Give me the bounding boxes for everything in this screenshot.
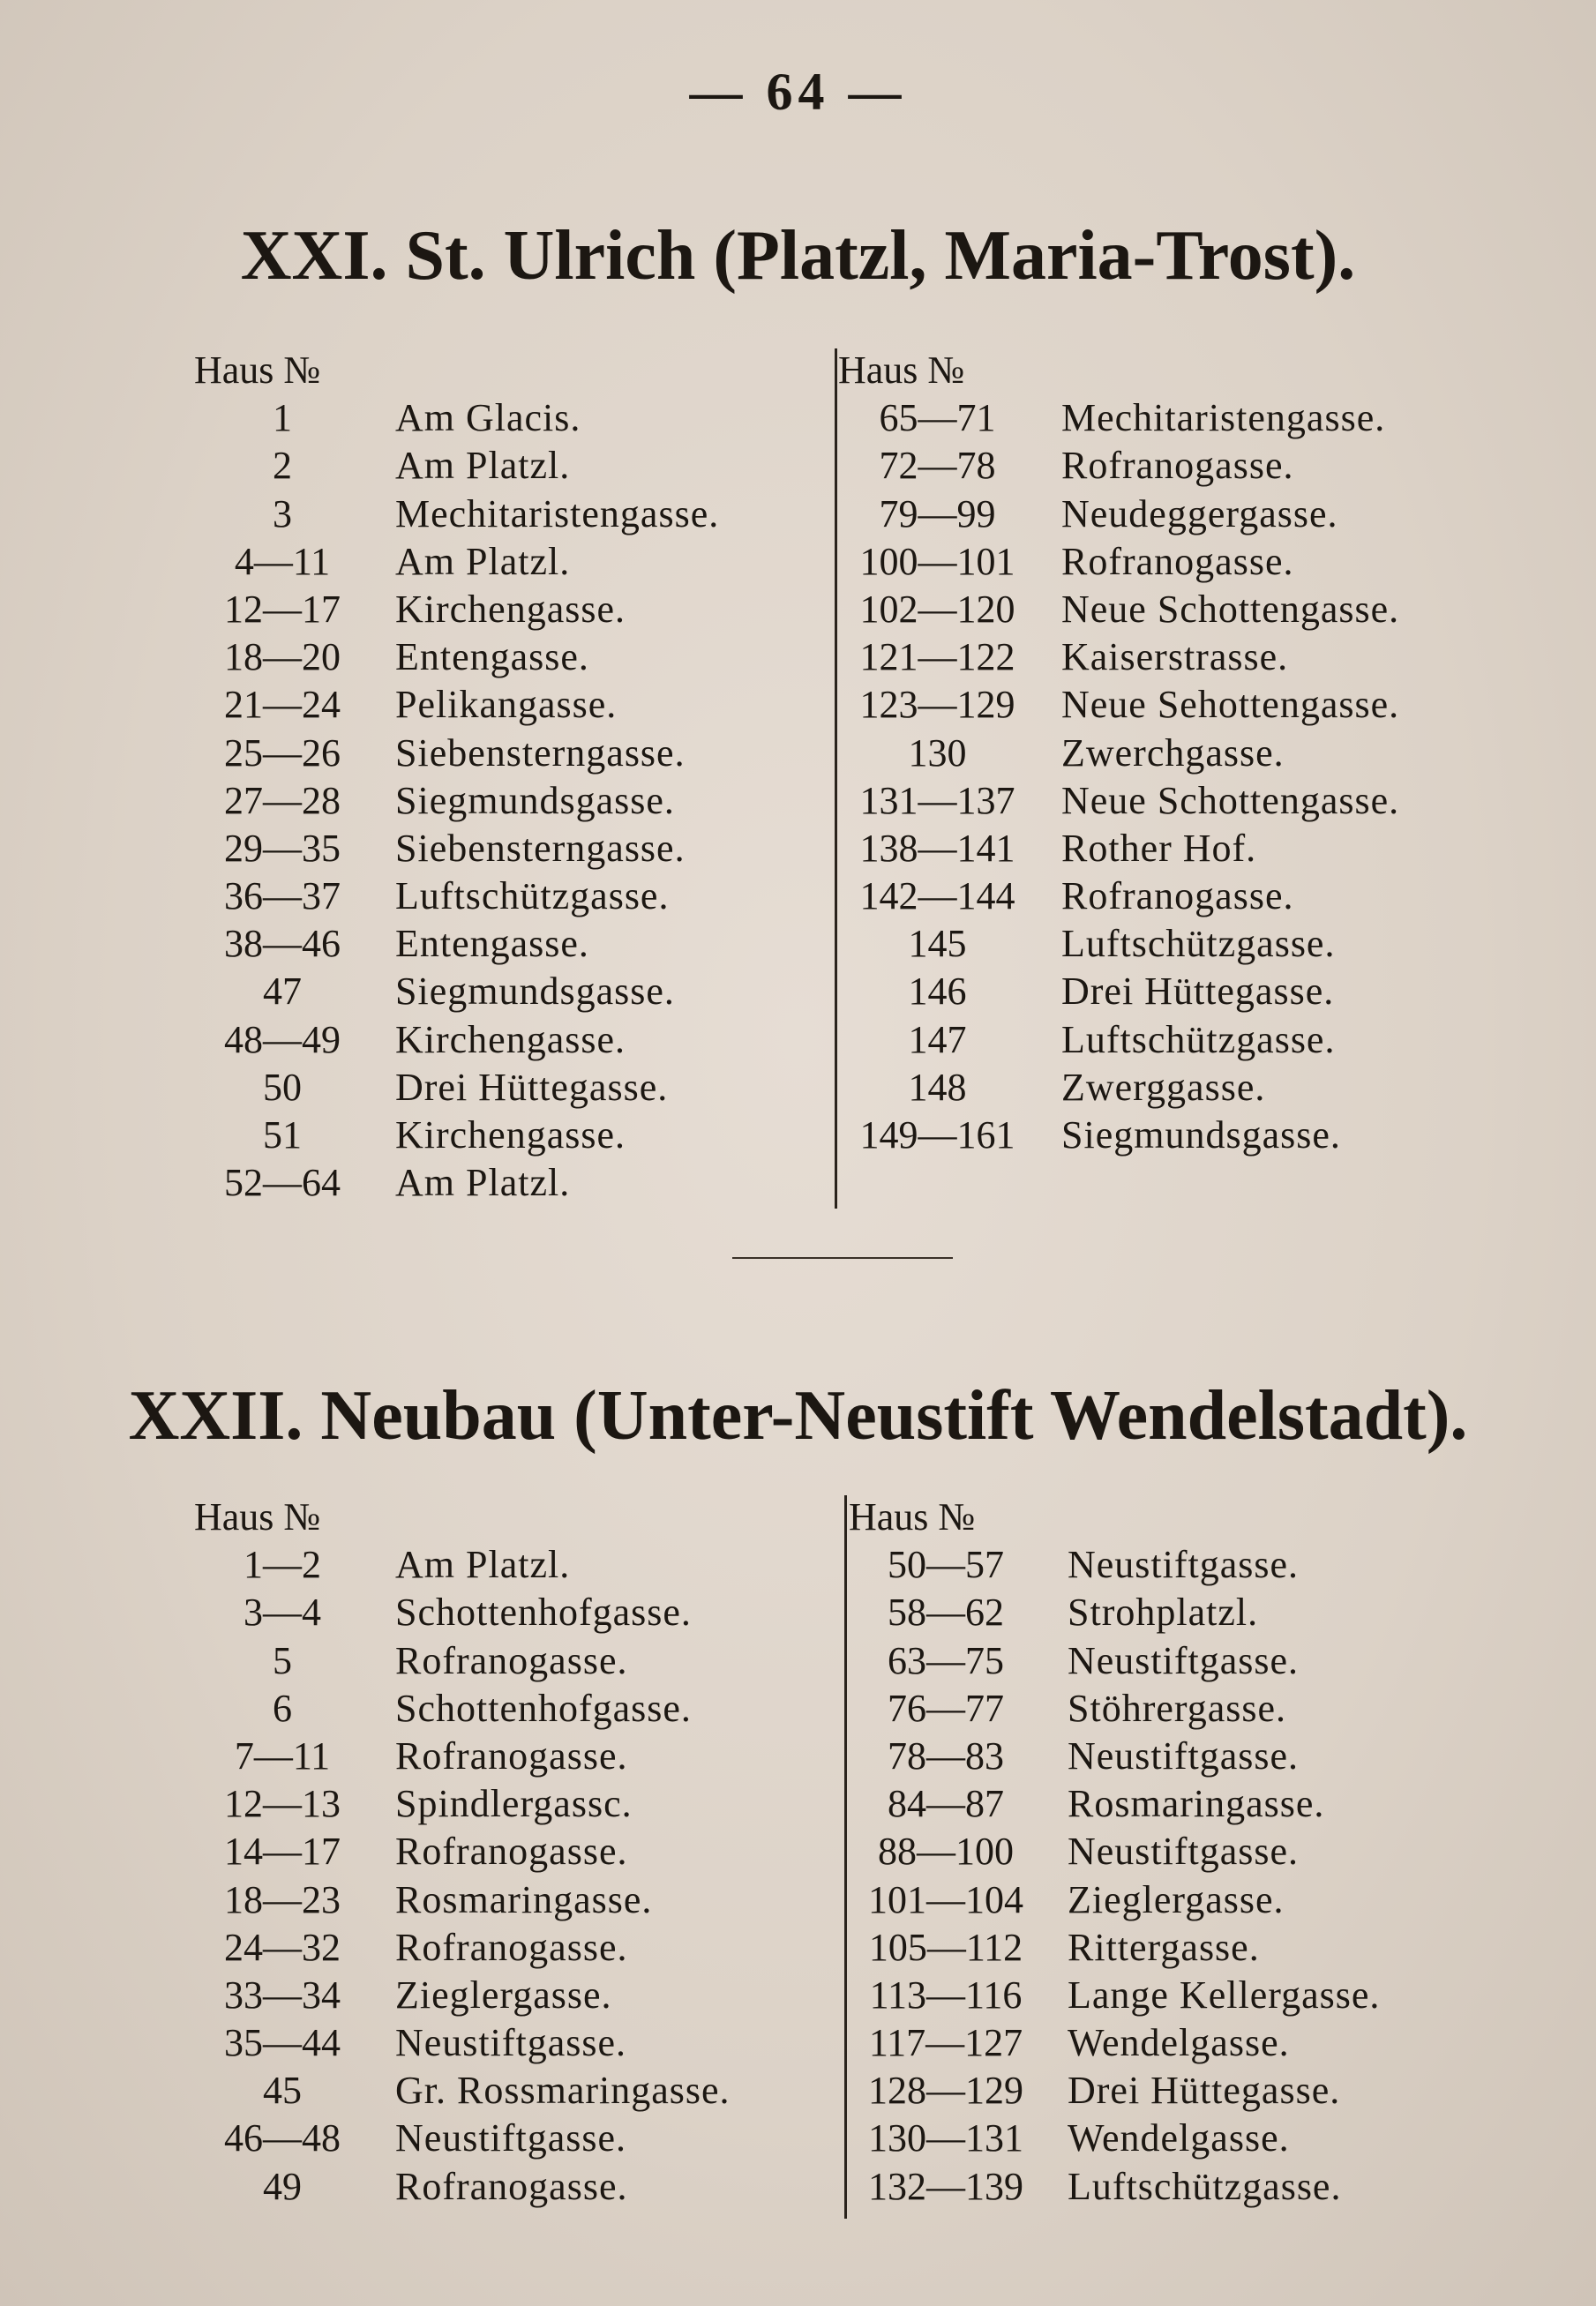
table-row <box>194 2067 847 2115</box>
house-number: 52—64 <box>224 1161 341 1205</box>
house-number: 49 <box>263 2164 302 2208</box>
street-name: Rofranogasse. <box>1061 874 1294 918</box>
house-number: 105—112 <box>868 1925 1023 1969</box>
house-number: 101—104 <box>868 1877 1023 1921</box>
house-number: 149—161 <box>859 1113 1015 1157</box>
house-number: 148 <box>908 1065 967 1109</box>
street-name: Am Platzl. <box>395 1161 571 1205</box>
street-name: Rother Hof. <box>1061 826 1257 870</box>
street-name: Neue Sehottengasse. <box>1061 683 1400 727</box>
table-row <box>194 394 829 442</box>
street-name: Kaiserstrasse. <box>1061 635 1289 679</box>
street-name: Schottenhofgasse. <box>395 1686 692 1730</box>
house-number: 121—122 <box>859 635 1015 679</box>
table-row <box>838 968 1509 1015</box>
street-name: Am Platzl. <box>395 539 571 583</box>
table-row <box>838 777 1509 825</box>
house-number: 29—35 <box>224 826 341 870</box>
house-number: 123—129 <box>859 683 1015 727</box>
table-row <box>194 538 829 586</box>
street-name: Siebensterngasse. <box>395 826 686 870</box>
house-number: 102—120 <box>859 587 1015 631</box>
house-number: 84—87 <box>888 1782 1004 1826</box>
street-name: Entengasse. <box>395 922 589 966</box>
table-row <box>838 1016 1509 1064</box>
table-column-right <box>838 347 1509 1159</box>
street-name: Drei Hüttegasse. <box>395 1065 669 1109</box>
house-number: 45 <box>263 2069 302 2113</box>
table-row <box>194 730 829 777</box>
table-row <box>194 1159 829 1207</box>
column-header: Haus № <box>849 1495 976 1539</box>
table-row <box>849 1924 1519 1972</box>
table-row <box>194 2163 847 2211</box>
street-name: Neustiftgasse. <box>395 2021 627 2065</box>
house-number: 4—11 <box>234 539 331 583</box>
street-name: Rofranogasse. <box>395 1733 628 1778</box>
table-column-left <box>194 1494 847 2211</box>
street-name: Rosmaringasse. <box>1068 1782 1325 1826</box>
table-row <box>194 1685 847 1733</box>
house-number: 131—137 <box>859 778 1015 822</box>
table-row <box>194 1064 829 1112</box>
house-number: 2 <box>273 444 292 488</box>
house-number: 46—48 <box>224 2116 341 2160</box>
table-row <box>849 2067 1519 2115</box>
street-name: Rofranogasse. <box>1061 539 1294 583</box>
table-row <box>838 920 1509 968</box>
table-row <box>849 1876 1519 1924</box>
column-divider <box>844 1495 847 2219</box>
table-row <box>194 777 829 825</box>
street-name: Lange Kellergasse. <box>1068 1973 1381 2017</box>
street-name: Neustiftgasse. <box>395 2116 627 2160</box>
house-number: 48—49 <box>224 1017 341 1061</box>
house-number: 35—44 <box>224 2021 341 2065</box>
house-number: 3 <box>273 491 292 535</box>
street-name: Neue Schottengasse. <box>1061 587 1400 631</box>
street-name: Neustiftgasse. <box>1068 1830 1300 1874</box>
table-row <box>838 1064 1509 1112</box>
table-column-right <box>849 1494 1519 2211</box>
house-number: 1 <box>273 396 292 440</box>
street-name: Rofranogasse. <box>395 1638 628 1682</box>
house-number: 78—83 <box>888 1733 1004 1778</box>
house-number: 47 <box>263 970 302 1014</box>
table-row <box>838 1112 1509 1159</box>
table-row <box>849 1685 1519 1733</box>
street-name: Siegmundsgasse. <box>1061 1113 1341 1157</box>
table-row <box>194 2115 847 2162</box>
house-number: 130—131 <box>868 2116 1023 2160</box>
house-number: 72—78 <box>879 444 996 488</box>
table-row <box>194 968 829 1015</box>
table-row <box>849 2163 1519 2211</box>
table-row <box>194 1972 847 2019</box>
house-number: 65—71 <box>879 396 996 440</box>
street-name: Drei Hüttegasse. <box>1068 2069 1341 2113</box>
table-row <box>194 825 829 872</box>
street-name: Rittergasse. <box>1068 1925 1260 1969</box>
table-row <box>838 825 1509 872</box>
street-name: Am Glacis. <box>395 396 581 440</box>
house-number: 51 <box>263 1113 302 1157</box>
street-name: Siegmundsgasse. <box>395 778 675 822</box>
table-row <box>194 1733 847 1780</box>
street-name: Wendelgasse. <box>1068 2021 1290 2065</box>
street-name: Kirchengasse. <box>395 1017 626 1061</box>
house-number: 5 <box>273 1638 292 1682</box>
table-row <box>194 490 829 538</box>
street-name: Neustiftgasse. <box>1068 1733 1300 1778</box>
street-name: Mechitaristengasse. <box>1061 396 1386 440</box>
street-name: Rofranogasse. <box>395 1830 628 1874</box>
street-name: Wendelgasse. <box>1068 2116 1290 2160</box>
street-name: Mechitaristengasse. <box>395 491 720 535</box>
column-divider <box>835 348 837 1209</box>
table-row <box>849 1541 1519 1589</box>
street-name: Rofranogasse. <box>395 2164 628 2208</box>
street-name: Rofranogasse. <box>1061 444 1294 488</box>
street-name: Kirchengasse. <box>395 587 626 631</box>
house-number: 79—99 <box>879 491 996 535</box>
street-name: Kirchengasse. <box>395 1113 626 1157</box>
house-number: 14—17 <box>224 1830 341 1874</box>
house-number: 50—57 <box>888 1543 1004 1587</box>
table-row <box>194 1828 847 1875</box>
house-number: 138—141 <box>859 826 1015 870</box>
street-name: Zieglergasse. <box>1068 1877 1285 1921</box>
street-name: Luftschützgasse. <box>1068 2164 1342 2208</box>
table-row <box>838 681 1509 729</box>
house-number: 18—23 <box>224 1877 341 1921</box>
table-row <box>849 2019 1519 2067</box>
street-name: Siegmundsgasse. <box>395 970 675 1014</box>
street-name: Luftschützgasse. <box>1061 1017 1336 1061</box>
street-name: Neudeggergasse. <box>1061 491 1338 535</box>
street-name: Neustiftgasse. <box>1068 1543 1300 1587</box>
house-number: 88—100 <box>878 1830 1014 1874</box>
table-row <box>838 730 1509 777</box>
table-row <box>194 633 829 681</box>
table-row <box>194 1876 847 1924</box>
column-header: Haus № <box>194 348 321 392</box>
house-number: 146 <box>908 970 967 1014</box>
street-name: Siebensterngasse. <box>395 730 686 775</box>
table-row <box>194 1016 829 1064</box>
table-row <box>849 1733 1519 1780</box>
house-number: 132—139 <box>868 2164 1023 2208</box>
house-number: 6 <box>273 1686 292 1730</box>
house-number: 36—37 <box>224 874 341 918</box>
house-number: 58—62 <box>888 1591 1004 1635</box>
table-row <box>838 586 1509 633</box>
house-number: 24—32 <box>224 1925 341 1969</box>
table-row <box>194 586 829 633</box>
table-row <box>194 2019 847 2067</box>
table-row <box>838 442 1509 490</box>
house-number: 1—2 <box>244 1543 321 1587</box>
street-name: Luftschützgasse. <box>395 874 670 918</box>
table-row <box>838 538 1509 586</box>
house-number: 76—77 <box>888 1686 1004 1730</box>
house-number: 18—20 <box>224 635 341 679</box>
house-number: 100—101 <box>859 539 1015 583</box>
street-name: Zwerggasse. <box>1061 1065 1266 1109</box>
street-name: Drei Hüttegasse. <box>1061 970 1335 1014</box>
table-row <box>194 681 829 729</box>
table-row <box>849 2115 1519 2162</box>
table-row <box>194 1924 847 1972</box>
column-header: Haus № <box>838 348 965 392</box>
table-row <box>849 1637 1519 1685</box>
street-name: Strohplatzl. <box>1068 1591 1259 1635</box>
table-row <box>194 1541 847 1589</box>
street-name: Am Platzl. <box>395 444 571 488</box>
house-number: 33—34 <box>224 1973 341 2017</box>
street-name: Rofranogasse. <box>395 1925 628 1969</box>
section-title-xxii: XXII. Neubau (Unter-Neustift Wendelstadt). <box>128 1377 1468 1455</box>
table-row <box>838 490 1509 538</box>
table-row <box>194 1637 847 1685</box>
street-name: Luftschützgasse. <box>1061 922 1336 966</box>
house-number: 7—11 <box>234 1733 331 1778</box>
house-number: 21—24 <box>224 683 341 727</box>
house-number: 130 <box>908 730 967 775</box>
house-number: 128—129 <box>868 2069 1023 2113</box>
house-number: 50 <box>263 1065 302 1109</box>
table-row <box>849 1780 1519 1828</box>
street-name: Stöhrergasse. <box>1068 1686 1287 1730</box>
street-name: Gr. Rossmaringasse. <box>395 2069 731 2113</box>
table-row <box>838 633 1509 681</box>
street-name: Rosmaringasse. <box>395 1877 653 1921</box>
table-row <box>849 1828 1519 1875</box>
page-number: — 64 — <box>689 63 907 121</box>
house-number: 12—13 <box>224 1782 341 1826</box>
street-name: Am Platzl. <box>395 1543 571 1587</box>
table-row <box>194 872 829 920</box>
house-number: 3—4 <box>244 1591 321 1635</box>
table-row <box>194 442 829 490</box>
table-row <box>838 394 1509 442</box>
street-name: Neustiftgasse. <box>1068 1638 1300 1682</box>
house-number: 145 <box>908 922 967 966</box>
table-row <box>194 1112 829 1159</box>
street-name: Zieglergasse. <box>395 1973 612 2017</box>
street-name: Neue Schottengasse. <box>1061 778 1400 822</box>
house-number: 25—26 <box>224 730 341 775</box>
table-row <box>838 872 1509 920</box>
house-number: 147 <box>908 1017 967 1061</box>
house-number: 38—46 <box>224 922 341 966</box>
house-number: 117—127 <box>868 2021 1023 2065</box>
section-title-xxi: XXI. St. Ulrich (Platzl, Maria-Trost). <box>240 217 1356 295</box>
street-name: Zwerchgasse. <box>1061 730 1285 775</box>
house-number: 27—28 <box>224 778 341 822</box>
table-row <box>194 920 829 968</box>
table-row <box>849 1972 1519 2019</box>
column-header: Haus № <box>194 1495 321 1539</box>
house-number: 12—17 <box>224 587 341 631</box>
table-column-left <box>194 347 829 1207</box>
table-row <box>849 1589 1519 1636</box>
street-name: Pelikangasse. <box>395 683 618 727</box>
street-name: Spindlergassc. <box>395 1782 633 1826</box>
house-number: 113—116 <box>869 1973 1023 2017</box>
street-name: Entengasse. <box>395 635 589 679</box>
table-row <box>194 1589 847 1636</box>
street-name: Schottenhofgasse. <box>395 1591 692 1635</box>
section-separator <box>732 1257 953 1259</box>
house-number: 142—144 <box>859 874 1015 918</box>
house-number: 63—75 <box>888 1638 1004 1682</box>
table-row <box>194 1780 847 1828</box>
